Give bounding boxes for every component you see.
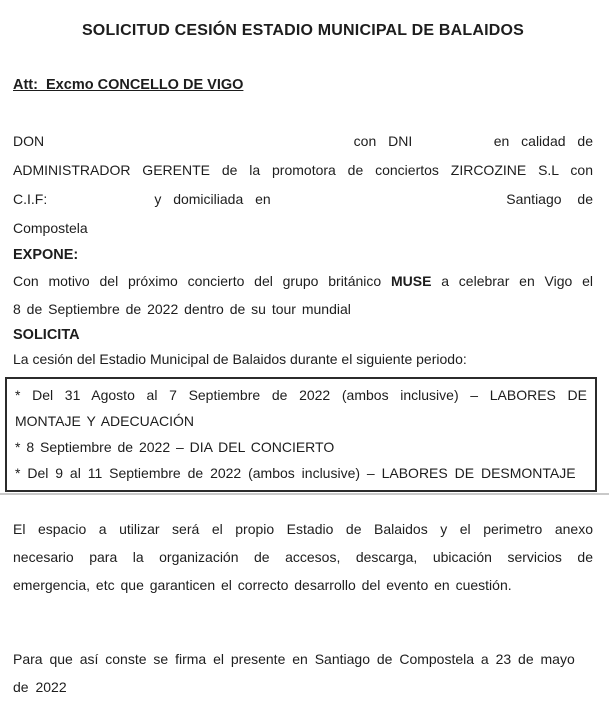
space-line-3: emergencia, etc que garanticen el correcto desarrollo del evento en cuestión. xyxy=(13,577,512,593)
intro-cif-label: C.I.F: xyxy=(13,191,48,207)
space-paragraph xyxy=(13,515,593,599)
intro-line-3 xyxy=(13,185,593,214)
period-item-1-line-2: MONTAJE Y ADECUACIÓN xyxy=(15,413,195,429)
intro-line-2: ADMINISTRADOR GERENTE de la promotora de conciertos ZIRCOZINE S.L con xyxy=(13,162,593,178)
expone-text-before: Con motivo del próximo concierto del grupo británico xyxy=(13,273,382,289)
solicita-intro-text: La cesión del Estadio Municipal de Balaidos durante el siguiente periodo: xyxy=(13,351,467,367)
intro-line-4: Compostela xyxy=(13,220,88,236)
intro-paragraph xyxy=(13,127,593,243)
space-line-2: necesario para la organización de accesos, descarga, ubicación servicios de xyxy=(13,549,593,565)
closing-line-1: Para que así conste se firma el presente en Santiago de Compostela a 23 de mayo xyxy=(13,651,575,667)
solicita-heading: SOLICITA xyxy=(13,327,80,343)
closing-line-2: de 2022 xyxy=(13,679,67,695)
period-box xyxy=(5,377,597,492)
document-title: SOLICITUD CESIÓN ESTADIO MUNICIPAL DE BALAIDOS xyxy=(81,22,525,39)
intro-line-1 xyxy=(13,127,593,156)
expone-paragraph xyxy=(13,267,593,323)
period-item-1-line-1: * Del 31 Agosto al 7 Septiembre de 2022 (ambos inclusive) – LABORES DE xyxy=(15,387,587,403)
closing-paragraph xyxy=(13,645,593,701)
intro-domicilio-text: y domiciliada en xyxy=(154,191,271,207)
intro-calidad-text: en calidad de xyxy=(493,133,593,149)
expone-heading: EXPONE: xyxy=(13,247,79,263)
attention-line: Att: Excmo CONCELLO DE VIGO xyxy=(13,77,244,93)
period-item-2: * 8 Septiembre de 2022 – DIA DEL CONCIERTO xyxy=(15,439,335,455)
intro-dni-label: con DNI xyxy=(353,133,413,149)
space-line-1: El espacio a utilizar será el propio Estadio de Balaidos y el perimetro anexo xyxy=(13,521,593,537)
expone-text-after: a celebrar en Vigo el xyxy=(441,273,593,289)
intro-don-label: DON xyxy=(13,133,45,149)
band-name-text: MUSE xyxy=(390,273,432,289)
expone-line-1 xyxy=(13,267,593,295)
intro-city-text: Santiago de xyxy=(506,191,593,207)
expone-line-2: 8 de Septiembre de 2022 dentro de su tour mundial xyxy=(13,301,351,317)
period-item-3: * Del 9 al 11 Septiembre de 2022 (ambos inclusive) – LABORES DE DESMONTAJE xyxy=(15,465,576,481)
horizontal-rule xyxy=(0,493,609,495)
